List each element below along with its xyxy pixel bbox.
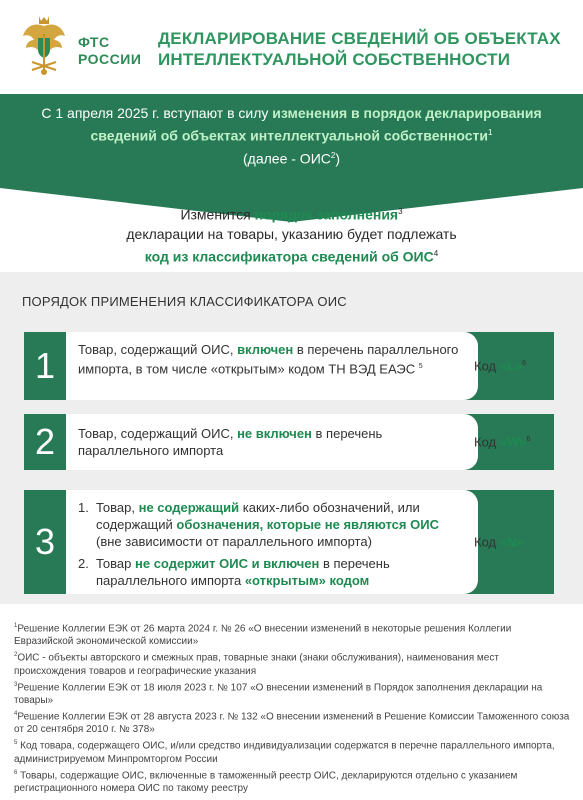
row-highlight: не содержащий	[138, 500, 240, 515]
code-value: «W»	[499, 434, 527, 450]
footnote-ref-6: 6	[526, 436, 531, 444]
brand-name	[78, 34, 141, 68]
row-text: в перечень параллельного импорта	[96, 556, 390, 588]
footnote-marker: 1	[14, 623, 18, 629]
row-description	[78, 425, 468, 459]
code-value: «L»	[499, 358, 523, 374]
row-number: 3	[34, 521, 56, 562]
footnote	[14, 649, 570, 677]
footnote-ref-6: 6	[522, 360, 527, 368]
row-text: Товар, содержащий ОИС,	[78, 426, 238, 441]
footnote-ref-1: 1	[488, 128, 493, 137]
notice-part-2: декларации на товары, указанию будет подлежать	[126, 225, 457, 242]
notice-highlight-2: код из классификатора сведений об ОИС	[144, 248, 434, 265]
classifier-row-1	[24, 332, 554, 400]
row-text: Товар	[96, 556, 135, 571]
footnote	[14, 767, 570, 795]
footnote-text: Товары, содержащие ОИС, включенные в таможенный реестр ОИС, декларируются отдельно с указанием регистрационного номера ОИС по такому реестру	[14, 769, 518, 794]
header	[0, 0, 583, 92]
title-line-2: ИНТЕЛЛЕКТУАЛЬНОЙ СОБСТВЕННОСТИ	[158, 50, 511, 69]
row-code	[474, 535, 544, 550]
row-code	[474, 359, 544, 374]
list-item	[78, 499, 468, 550]
row-description	[78, 341, 468, 377]
notice-part-1: Изменится	[180, 206, 255, 223]
footnote-marker: 2	[14, 652, 18, 659]
row-text: (вне зависимости от параллельного импорта)	[96, 534, 372, 549]
footnote	[14, 737, 570, 765]
page-title	[158, 28, 573, 70]
footnote	[14, 679, 570, 707]
row-number: 2	[34, 421, 56, 462]
footnote-marker: 5	[14, 740, 18, 747]
list-item	[78, 555, 468, 589]
row-highlight: включен	[237, 342, 294, 357]
code-label: Код	[474, 358, 500, 374]
row-text: Товар,	[96, 500, 139, 515]
row-highlight: обозначения, которые не являются ОИС	[176, 517, 439, 532]
list-number: 2.	[78, 556, 89, 571]
footnote-text: ОИС - объекты авторского и смежных прав, товарные знаки (знаки обслуживания), наименования мест происхождения товаров и географические указания	[14, 652, 499, 677]
footnote	[14, 620, 570, 648]
banner-part-1: С 1 апреля 2025 г. вступают в силу	[41, 105, 273, 121]
footnote-ref-4: 4	[433, 248, 439, 258]
brand-line-2: РОССИИ	[78, 51, 142, 67]
banner-text	[20, 104, 563, 168]
notice-highlight-1: порядок заполнения	[254, 206, 399, 223]
code-value: «N»	[499, 534, 524, 550]
notice-text	[30, 202, 553, 266]
row-text: в перечень параллельного импорта	[78, 426, 383, 458]
row-description-card	[66, 490, 478, 594]
row-description-card	[66, 414, 478, 470]
code-label: Код	[474, 534, 500, 550]
footnote-text: Решение Коллегии ЕЭК от 26 марта 2024 г. № 26 «О внесении изменений в некоторые решения Коллегии Евразийской экономической комиссии»	[14, 623, 512, 648]
footnote-ref-3: 3	[398, 207, 403, 216]
footnote-marker: 6	[14, 769, 18, 776]
banner-highlight: изменения в порядок декларирования сведений об объектах интеллектуальной собственности	[90, 105, 542, 144]
footnote-text: Решение Коллегии ЕЭК от 18 июля 2023 г. № 107 «О внесении изменений в Порядок заполнения декларации на товары»	[14, 681, 543, 706]
banner-part-3: )	[335, 150, 340, 167]
footnotes	[14, 620, 570, 796]
footnote-marker: 3	[14, 681, 18, 688]
code-label: Код	[474, 434, 500, 450]
footnote-ref-2: 2	[330, 150, 336, 160]
row-code	[474, 435, 544, 450]
footnote-marker: 4	[14, 710, 18, 717]
title-line-1: ДЕКЛАРИРОВАНИЕ СВЕДЕНИЙ ОБ ОБЪЕКТАХ	[158, 29, 561, 48]
row-highlight: «открытым» кодом	[244, 573, 370, 588]
row-description	[78, 499, 468, 589]
brand-line-1: ФТС	[78, 34, 110, 50]
banner-part-2: (далее - ОИС	[243, 150, 331, 167]
row-text: в перечень параллельного импорта, в том числе «открытым» кодом ТН ВЭД ЕАЭС	[78, 342, 459, 377]
row-text: каких-либо обозначений, или содержащий	[96, 500, 420, 532]
footnote-ref-5: 5	[418, 363, 423, 370]
footnote	[14, 708, 570, 736]
fts-emblem-icon	[20, 12, 68, 78]
row-highlight: не содержит ОИС и включен	[135, 556, 320, 571]
footnote-text: Код товара, содержащего ОИС, и/или средство индивидуализации содержатся в перечне параллельного импорта, администрируемом Минпромторгом России	[14, 740, 555, 765]
classifier-row-2	[24, 414, 554, 470]
row-highlight: не включен	[237, 426, 312, 441]
section-heading: ПОРЯДОК ПРИМЕНЕНИЯ КЛАССИФИКАТОРА ОИС	[22, 294, 347, 309]
row-description-card	[66, 332, 478, 400]
list-number: 1.	[78, 500, 89, 515]
row-number: 1	[34, 345, 56, 386]
classifier-row-3	[24, 490, 554, 594]
row-text: Товар, содержащий ОИС,	[78, 342, 238, 357]
footnote-text: Решение Коллегии ЕЭК от 28 августа 2023 г. № 132 «О внесении изменений в Решение Комиссии Таможенного союза от 20 сентября 2010 г. № 378»	[14, 711, 570, 736]
